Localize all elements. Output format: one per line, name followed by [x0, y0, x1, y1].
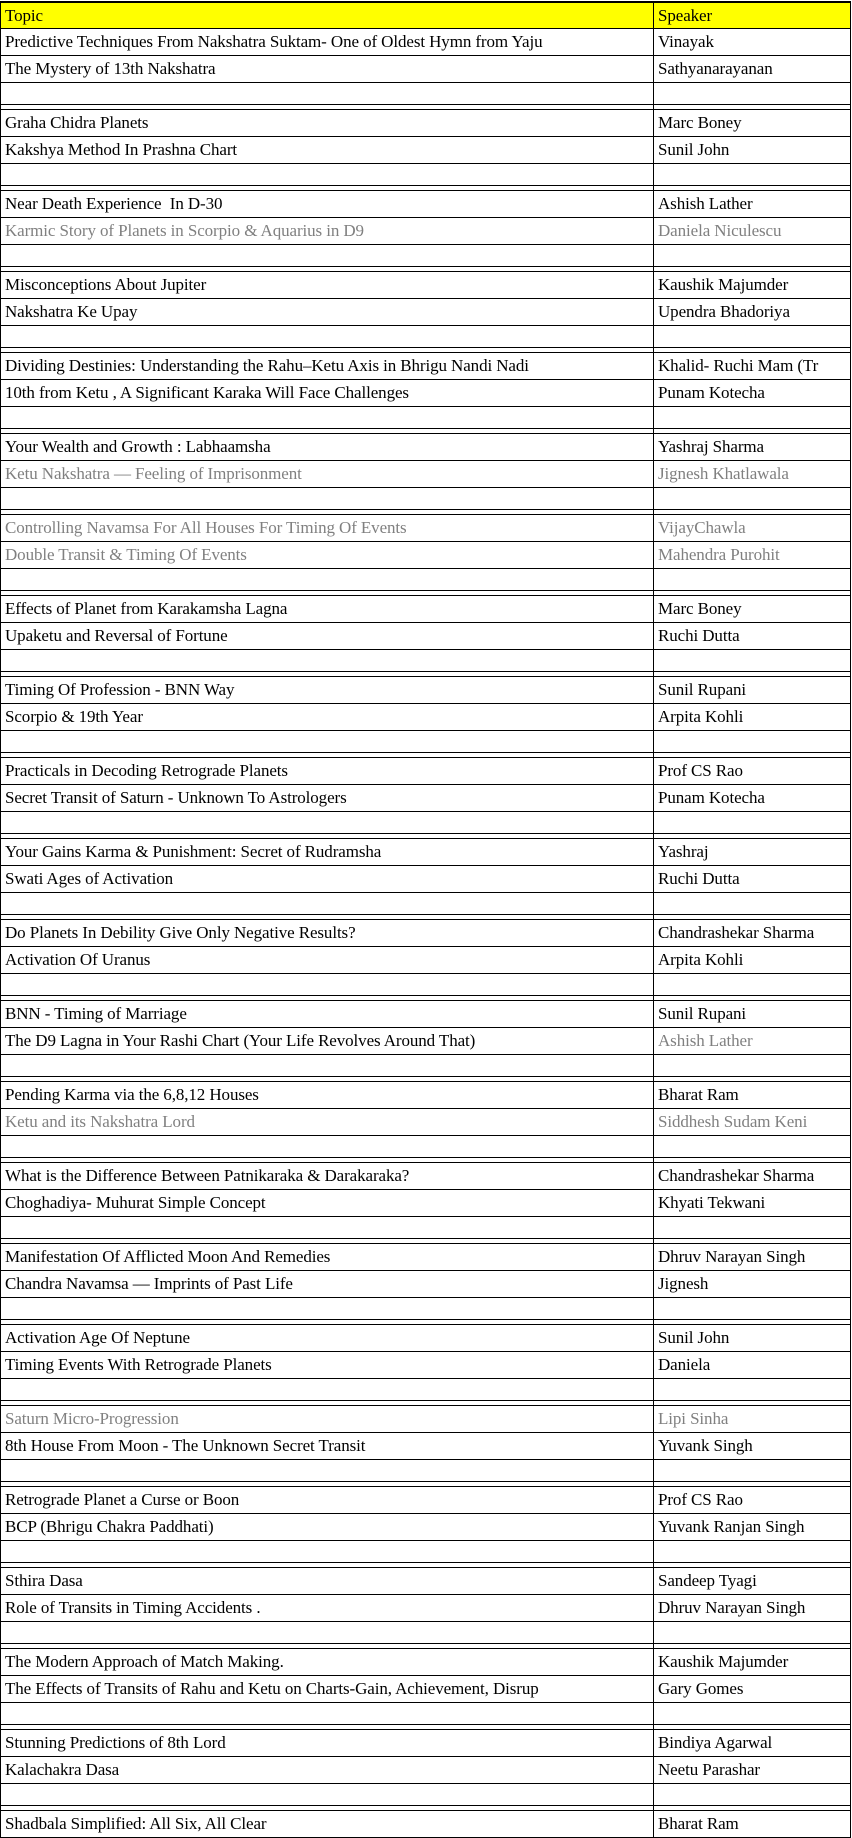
empty-row — [1, 83, 850, 105]
hidden-topic-cell — [1, 1320, 654, 1324]
table-row — [1, 1082, 850, 1109]
speaker-cell[interactable]: Kaushik Majumder — [658, 275, 789, 294]
table-row — [1, 272, 850, 299]
topic-cell[interactable]: Controlling Navamsa For All Houses For Timing Of Events — [1, 515, 654, 541]
table-row — [1, 353, 850, 380]
table-row — [1, 137, 850, 164]
topic-cell[interactable]: Upaketu and Reversal of Fortune — [1, 623, 654, 649]
topic-cell[interactable]: Do Planets In Debility Give Only Negative Results? — [1, 920, 654, 946]
empty-row — [1, 1379, 850, 1401]
empty-row — [1, 893, 850, 915]
empty-topic-cell[interactable] — [1, 812, 654, 833]
topic-cell[interactable]: Karmic Story of Planets in Scorpio & Aquarius in D9 — [1, 218, 654, 244]
topic-cell[interactable]: Practicals in Decoding Retrograde Planets — [1, 758, 654, 784]
speaker-cell[interactable]: Sathyanarayanan — [658, 59, 773, 78]
speaker-cell[interactable]: Yuvank Ranjan Singh — [658, 1517, 805, 1536]
empty-speaker-cell[interactable] — [654, 650, 850, 671]
topic-cell[interactable]: Dividing Destinies: Understanding the Rahu–Ketu Axis in Bhrigu Nandi Nadi — [1, 353, 654, 379]
table-row — [1, 1163, 850, 1190]
empty-row — [1, 812, 850, 834]
sheet-body — [1, 29, 850, 1838]
table-row — [1, 1352, 850, 1379]
empty-speaker-cell[interactable] — [654, 1136, 850, 1157]
topic-cell[interactable]: Kalachakra Dasa — [1, 1757, 654, 1783]
empty-speaker-cell[interactable] — [654, 83, 850, 104]
speaker-cell[interactable]: Yashraj — [658, 842, 709, 861]
empty-row — [1, 245, 850, 267]
empty-topic-cell[interactable] — [1, 164, 654, 185]
topic-cell[interactable]: Your Gains Karma & Punishment: Secret of Rudramsha — [1, 839, 654, 865]
table-row — [1, 1676, 850, 1703]
topic-cell[interactable]: Predictive Techniques From Nakshatra Suktam- One of Oldest Hymn from Yaju — [1, 29, 654, 55]
topic-cell[interactable]: What is the Difference Between Patnikaraka & Darakaraka? — [1, 1163, 654, 1189]
empty-row — [1, 1703, 850, 1725]
empty-speaker-cell[interactable] — [654, 731, 850, 752]
empty-speaker-cell[interactable] — [654, 1298, 850, 1319]
speaker-cell[interactable]: Ashish Lather — [658, 194, 753, 213]
hidden-topic-cell — [1, 834, 654, 838]
empty-row — [1, 1136, 850, 1158]
topic-cell[interactable]: 8th House From Moon - The Unknown Secret Transit — [1, 1433, 654, 1459]
topic-cell[interactable]: Manifestation Of Afflicted Moon And Remedies — [1, 1244, 654, 1270]
speaker-cell[interactable]: Siddhesh Sudam Keni — [658, 1112, 808, 1131]
topic-cell[interactable]: Saturn Micro-Progression — [1, 1406, 654, 1432]
empty-row — [1, 488, 850, 510]
hidden-speaker-cell — [654, 1563, 850, 1567]
table-row — [1, 380, 850, 407]
speaker-cell[interactable]: Chandrashekar Sharma — [658, 923, 815, 942]
topic-cell[interactable]: 10th from Ketu , A Significant Karaka Will Face Challenges — [1, 380, 654, 406]
speaker-cell[interactable]: Marc Boney — [658, 599, 742, 618]
table-row — [1, 1514, 850, 1541]
header-row — [1, 3, 850, 29]
topic-cell[interactable]: Your Wealth and Growth : Labhaamsha — [1, 434, 654, 460]
hidden-speaker-cell — [654, 1239, 850, 1243]
topic-cell[interactable]: Swati Ages of Activation — [1, 866, 654, 892]
empty-topic-cell[interactable] — [1, 731, 654, 752]
empty-topic-cell[interactable] — [1, 974, 654, 995]
empty-speaker-cell[interactable] — [654, 1460, 850, 1481]
table-row — [1, 785, 850, 812]
speaker-cell[interactable]: Yuvank Singh — [658, 1436, 753, 1455]
table-row — [1, 758, 850, 785]
table-row — [1, 515, 850, 542]
topic-cell[interactable]: Pending Karma via the 6,8,12 Houses — [1, 1082, 654, 1108]
speaker-cell[interactable]: Punam Kotecha — [658, 788, 765, 807]
hidden-speaker-cell — [654, 753, 850, 757]
empty-row — [1, 1460, 850, 1482]
hidden-topic-cell — [1, 510, 654, 514]
topic-cell[interactable]: Near Death Experience In D-30 — [1, 191, 654, 217]
table-row — [1, 461, 850, 488]
table-row — [1, 1757, 850, 1784]
hidden-topic-cell — [1, 591, 654, 595]
empty-row — [1, 407, 850, 429]
empty-topic-cell[interactable] — [1, 1298, 654, 1319]
speaker-cell[interactable]: Sunil John — [658, 140, 730, 159]
empty-topic-cell[interactable] — [1, 1136, 654, 1157]
topic-cell[interactable]: Chandra Navamsa — Imprints of Past Life — [1, 1271, 654, 1297]
topic-cell[interactable]: Sthira Dasa — [1, 1568, 654, 1594]
empty-topic-cell[interactable] — [1, 83, 654, 104]
empty-speaker-cell[interactable] — [654, 974, 850, 995]
empty-speaker-cell[interactable] — [654, 812, 850, 833]
hidden-speaker-cell — [654, 348, 850, 352]
speaker-cell[interactable]: Sunil Rupani — [658, 680, 747, 699]
empty-topic-cell[interactable] — [1, 1703, 654, 1724]
speaker-cell[interactable]: Vinayak — [658, 32, 714, 51]
speaker-cell[interactable]: Prof CS Rao — [658, 761, 743, 780]
empty-topic-cell[interactable] — [1, 326, 654, 347]
table-row — [1, 1001, 850, 1028]
hidden-topic-cell — [1, 348, 654, 352]
speaker-cell[interactable]: Sunil Rupani — [658, 1004, 747, 1023]
topic-cell[interactable]: Activation Age Of Neptune — [1, 1325, 654, 1351]
hidden-topic-cell — [1, 429, 654, 433]
topic-cell[interactable]: BCP (Bhrigu Chakra Paddhati) — [1, 1514, 654, 1540]
empty-speaker-cell[interactable] — [654, 326, 850, 347]
speaker-cell[interactable]: Yashraj Sharma — [658, 437, 764, 456]
empty-topic-cell[interactable] — [1, 1055, 654, 1076]
speaker-cell[interactable]: Chandrashekar Sharma — [658, 1166, 815, 1185]
topic-cell[interactable]: The Mystery of 13th Nakshatra — [1, 56, 654, 82]
topic-cell[interactable]: Activation Of Uranus — [1, 947, 654, 973]
speaker-cell[interactable]: Punam Kotecha — [658, 383, 765, 402]
empty-row — [1, 650, 850, 672]
speaker-cell[interactable]: Bharat Ram — [658, 1814, 739, 1833]
empty-topic-cell[interactable] — [1, 650, 654, 671]
hidden-topic-cell — [1, 186, 654, 190]
table-row — [1, 29, 850, 56]
speaker-cell[interactable]: Jignesh — [658, 1274, 709, 1293]
empty-row — [1, 731, 850, 753]
hidden-speaker-cell — [654, 1482, 850, 1486]
hidden-topic-cell — [1, 915, 654, 919]
table-row — [1, 1406, 850, 1433]
empty-row — [1, 164, 850, 186]
table-row — [1, 434, 850, 461]
hidden-speaker-cell — [654, 1725, 850, 1729]
table-row — [1, 1433, 850, 1460]
table-row — [1, 1649, 850, 1676]
table-row — [1, 866, 850, 893]
topic-cell[interactable]: Retrograde Planet a Curse or Boon — [1, 1487, 654, 1513]
table-row — [1, 1730, 850, 1757]
hidden-speaker-cell — [654, 591, 850, 595]
speaker-cell[interactable]: Kaushik Majumder — [658, 1652, 789, 1671]
speaker-cell[interactable]: Arpita Kohli — [658, 950, 744, 969]
table-row — [1, 677, 850, 704]
speaker-cell[interactable]: Lipi Sinha — [658, 1409, 729, 1428]
speaker-cell[interactable]: Bharat Ram — [658, 1085, 739, 1104]
speaker-cell[interactable]: Ashish Lather — [658, 1031, 753, 1050]
table-row — [1, 920, 850, 947]
hidden-speaker-cell — [654, 834, 850, 838]
hidden-topic-cell — [1, 1401, 654, 1405]
hidden-topic-cell — [1, 105, 654, 109]
empty-row — [1, 326, 850, 348]
topic-cell[interactable]: Choghadiya- Muhurat Simple Concept — [1, 1190, 654, 1216]
hidden-topic-cell — [1, 267, 654, 271]
speaker-cell[interactable]: Upendra Bhadoriya — [658, 302, 790, 321]
speaker-cell[interactable]: Ruchi Dutta — [658, 869, 740, 888]
table-row — [1, 1109, 850, 1136]
speaker-cell[interactable]: Bindiya Agarwal — [658, 1733, 773, 1752]
speaker-cell[interactable]: Arpita Kohli — [658, 707, 744, 726]
speaker-cell[interactable]: Neetu Parashar — [658, 1760, 760, 1779]
table-row — [1, 1190, 850, 1217]
topic-cell[interactable]: Ketu Nakshatra — Feeling of Imprisonment — [1, 461, 654, 487]
table-row — [1, 110, 850, 137]
topic-cell[interactable]: Nakshatra Ke Upay — [1, 299, 654, 325]
empty-topic-cell[interactable] — [1, 1217, 654, 1238]
empty-topic-cell[interactable] — [1, 407, 654, 428]
topic-cell[interactable]: BNN - Timing of Marriage — [1, 1001, 654, 1027]
empty-speaker-cell[interactable] — [654, 1622, 850, 1643]
table-row — [1, 542, 850, 569]
speaker-cell[interactable]: Marc Boney — [658, 113, 742, 132]
table-row — [1, 56, 850, 83]
hidden-speaker-cell — [654, 105, 850, 109]
hidden-speaker-cell — [654, 915, 850, 919]
topic-cell[interactable]: Secret Transit of Saturn - Unknown To Astrologers — [1, 785, 654, 811]
empty-topic-cell[interactable] — [1, 1784, 654, 1805]
empty-speaker-cell[interactable] — [654, 1784, 850, 1805]
hidden-speaker-cell — [654, 1077, 850, 1081]
table-row — [1, 299, 850, 326]
empty-topic-cell[interactable] — [1, 1379, 654, 1400]
topic-cell[interactable]: The D9 Lagna in Your Rashi Chart (Your Life Revolves Around That) — [1, 1028, 654, 1054]
empty-row — [1, 1298, 850, 1320]
spreadsheet — [0, 1, 851, 1838]
table-row — [1, 623, 850, 650]
hidden-speaker-cell — [654, 672, 850, 676]
speaker-cell[interactable]: Sunil John — [658, 1328, 730, 1347]
speaker-cell[interactable]: Gary Gomes — [658, 1679, 744, 1698]
topic-cell[interactable]: Role of Transits in Timing Accidents . — [1, 1595, 654, 1621]
speaker-cell[interactable]: Daniela — [658, 1355, 711, 1374]
hidden-speaker-cell — [654, 1644, 850, 1648]
empty-speaker-cell[interactable] — [654, 164, 850, 185]
empty-row — [1, 1622, 850, 1644]
speaker-cell[interactable]: Prof CS Rao — [658, 1490, 743, 1509]
table-row — [1, 947, 850, 974]
empty-speaker-cell[interactable] — [654, 1541, 850, 1562]
speaker-cell[interactable]: Khyati Tekwani — [658, 1193, 766, 1212]
hidden-topic-cell — [1, 1482, 654, 1486]
topic-cell[interactable]: Timing Of Profession - BNN Way — [1, 677, 654, 703]
table-row — [1, 1487, 850, 1514]
empty-speaker-cell[interactable] — [654, 245, 850, 266]
speaker-header-cell[interactable]: Speaker — [658, 6, 713, 25]
empty-row — [1, 1217, 850, 1239]
hidden-topic-cell — [1, 1239, 654, 1243]
table-row — [1, 1595, 850, 1622]
table-row — [1, 1244, 850, 1271]
table-row — [1, 191, 850, 218]
hidden-topic-cell — [1, 1158, 654, 1162]
speaker-cell[interactable]: VijayChawla — [658, 518, 746, 537]
topic-cell[interactable]: The Effects of Transits of Rahu and Ketu on Charts-Gain, Achievement, Disrup — [1, 1676, 654, 1702]
hidden-speaker-cell — [654, 267, 850, 271]
empty-row — [1, 1055, 850, 1077]
hidden-speaker-cell — [654, 186, 850, 190]
empty-speaker-cell[interactable] — [654, 1055, 850, 1076]
empty-speaker-cell[interactable] — [654, 1379, 850, 1400]
speaker-cell[interactable]: Sandeep Tyagi — [658, 1571, 757, 1590]
table-row — [1, 1325, 850, 1352]
empty-topic-cell[interactable] — [1, 245, 654, 266]
table-row — [1, 1271, 850, 1298]
empty-row — [1, 1541, 850, 1563]
topic-cell[interactable]: Scorpio & 19th Year — [1, 704, 654, 730]
table-row — [1, 1568, 850, 1595]
empty-row — [1, 974, 850, 996]
topic-cell[interactable]: Kakshya Method In Prashna Chart — [1, 137, 654, 163]
topic-cell[interactable]: Graha Chidra Planets — [1, 110, 654, 136]
table-row — [1, 1028, 850, 1055]
hidden-speaker-cell — [654, 510, 850, 514]
hidden-topic-cell — [1, 996, 654, 1000]
hidden-topic-cell — [1, 1806, 654, 1810]
speaker-cell[interactable]: Mahendra Purohit — [658, 545, 780, 564]
topic-cell[interactable]: Shadbala Simplified: All Six, All Clear — [1, 1811, 654, 1837]
empty-speaker-cell[interactable] — [654, 1703, 850, 1724]
empty-topic-cell[interactable] — [1, 488, 654, 509]
hidden-topic-cell — [1, 1077, 654, 1081]
speaker-cell[interactable]: Jignesh Khatlawala — [658, 464, 789, 483]
hidden-speaker-cell — [654, 1401, 850, 1405]
hidden-speaker-cell — [654, 1806, 850, 1810]
speaker-cell[interactable]: Khalid- Ruchi Mam (Tr — [658, 356, 819, 375]
empty-speaker-cell[interactable] — [654, 488, 850, 509]
topic-cell[interactable]: Double Transit & Timing Of Events — [1, 542, 654, 568]
topic-cell[interactable]: Timing Events With Retrograde Planets — [1, 1352, 654, 1378]
topic-cell[interactable]: The Modern Approach of Match Making. — [1, 1649, 654, 1675]
empty-speaker-cell[interactable] — [654, 569, 850, 590]
table-row — [1, 218, 850, 245]
empty-topic-cell[interactable] — [1, 1541, 654, 1562]
topic-cell[interactable]: Stunning Predictions of 8th Lord — [1, 1730, 654, 1756]
empty-topic-cell[interactable] — [1, 1622, 654, 1643]
table-row — [1, 1811, 850, 1838]
hidden-topic-cell — [1, 753, 654, 757]
hidden-topic-cell — [1, 1644, 654, 1648]
topic-cell[interactable]: Misconceptions About Jupiter — [1, 272, 654, 298]
hidden-topic-cell — [1, 1725, 654, 1729]
topic-cell[interactable]: Effects of Planet from Karakamsha Lagna — [1, 596, 654, 622]
table-row — [1, 839, 850, 866]
speaker-cell[interactable]: Daniela Niculescu — [658, 221, 782, 240]
empty-topic-cell[interactable] — [1, 1460, 654, 1481]
table-row — [1, 704, 850, 731]
hidden-topic-cell — [1, 1563, 654, 1567]
empty-topic-cell[interactable] — [1, 893, 654, 914]
empty-row — [1, 1784, 850, 1806]
hidden-speaker-cell — [654, 429, 850, 433]
speaker-cell[interactable]: Ruchi Dutta — [658, 626, 740, 645]
hidden-topic-cell — [1, 672, 654, 676]
hidden-speaker-cell — [654, 996, 850, 1000]
speaker-cell[interactable]: Dhruv Narayan Singh — [658, 1598, 806, 1617]
empty-topic-cell[interactable] — [1, 569, 654, 590]
hidden-speaker-cell — [654, 1320, 850, 1324]
empty-row — [1, 569, 850, 591]
empty-speaker-cell[interactable] — [654, 407, 850, 428]
empty-speaker-cell[interactable] — [654, 893, 850, 914]
table-row — [1, 596, 850, 623]
empty-speaker-cell[interactable] — [654, 1217, 850, 1238]
speaker-cell[interactable]: Dhruv Narayan Singh — [658, 1247, 806, 1266]
topic-header-cell[interactable]: Topic — [1, 3, 654, 28]
topic-cell[interactable]: Ketu and its Nakshatra Lord — [1, 1109, 654, 1135]
hidden-speaker-cell — [654, 1158, 850, 1162]
